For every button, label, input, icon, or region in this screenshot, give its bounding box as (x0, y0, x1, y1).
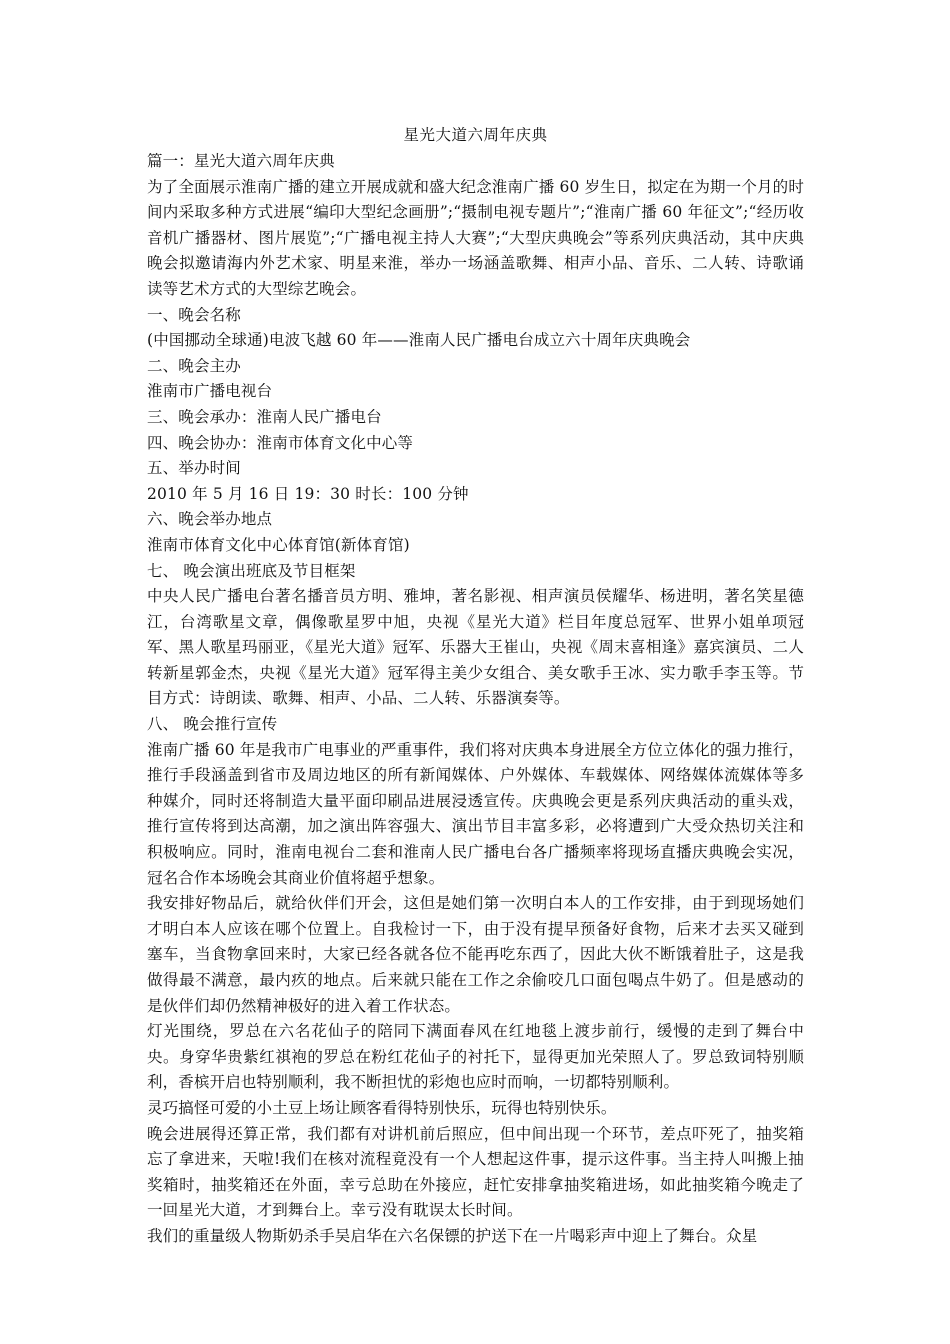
section-heading: 二、晚会主办 (147, 356, 241, 375)
document-page (147, 124, 804, 1250)
body-paragraph: 淮南市广播电视台 (147, 382, 273, 401)
section-heading: 五、举办时间 (147, 459, 241, 478)
section-heading: 六、晚会举办地点 (147, 510, 273, 529)
body-paragraph: 淮南广播 60 年是我市广电事业的严重事件，我们将对庆典本身进展全方位立体化的强力推行，推行手段涵盖到省市及周边地区的所有新闻媒体、户外媒体、车载媒体、网络媒体流媒体等多种媒介，同时还将制造大量平面印刷品进展浸透宣传。庆典晚会更是系列庆典活动的重头戏，推行宣传将到达高潮，加之演出阵容强大、演出节目丰富多彩，必将遭到广大受众热切关注和积极响应。同时，淮南电视台二套和淮南人民广播电台各广播频率将现场直播庆典晚会实况，冠名合作本场晚会其商业价值将超乎想象。 (147, 740, 804, 887)
body-paragraph: 灵巧搞怪可爱的小土豆上场让顾客看得特别快乐，玩得也特别快乐。 (147, 1098, 617, 1117)
body-paragraph: 晚会进展得还算正常，我们都有对讲机前后照应，但中间出现一个环节，差点吓死了，抽奖箱忘了拿进来，天啦!我们在核对流程竟没有一个人想起这件事，提示这件事。当主持人叫搬上抽奖箱时，抽奖箱还在外面，幸亏总助在外接应，赶忙安排拿抽奖箱进场，如此抽奖箱今晚走了一回星光大道，才到舞台上。幸亏没有耽误太长时间。 (147, 1124, 804, 1220)
body-paragraph: 中央人民广播电台著名播音员方明、雅坤，著名影视、相声演员侯耀华、杨进明，著名笑星德江，台湾歌星文章，偶像歌星罗中旭，央视《星光大道》栏目年度总冠军、世界小姐单项冠军、黑人歌星玛丽亚，《星光大道》冠军、乐器大王崔山，央视《周末喜相逢》嘉宾演员、二人转新星郭金杰，央视《星光大道》冠军得主美少女组合、美女歌手王冰、实力歌手李玉等。节目方式：诗朗读、歌舞、相声、小品、二人转、乐器演奏等。 (147, 587, 804, 708)
section-heading: 四、晚会协办：淮南市体育文化中心等 (147, 433, 414, 452)
body-paragraph: (中国挪动全球通)电波飞越 60 年——淮南人民广播电台成立六十周年庆典晚会 (147, 331, 691, 350)
section-heading: 七、 晚会演出班底及节目框架 (147, 561, 356, 580)
body-paragraph: 我们的重量级人物斯奶杀手吴启华在六名保镖的护送下在一片喝彩声中迎上了舞台。众星 (147, 1226, 758, 1245)
document-title: 星光大道六周年庆典 (403, 126, 548, 144)
section-heading: 八、 晚会推行宣传 (147, 715, 278, 734)
section-heading: 三、晚会承办：淮南人民广播电台 (147, 407, 382, 426)
section-heading: 篇一：星光大道六周年庆典 (147, 152, 335, 170)
body-paragraph: 灯光围绕，罗总在六名花仙子的陪同下满面春风在红地毯上渡步前行，缓慢的走到了舞台中央。身穿华贵紫红祺袍的罗总在粉红花仙子的衬托下，显得更加光荣照人了。罗总致词特别顺利，香槟开启也特别顺利，我不断担忧的彩炮也应时而响，一切都特别顺利。 (147, 1022, 804, 1092)
body-paragraph: 2010 年 5 月 16 日 19：30 时长：100 分钟 (147, 484, 469, 503)
body-paragraph: 我安排好物品后，就给伙伴们开会，这但是她们第一次明白本人的工作安排，由于到现场她们才明白本人应该在哪个位置上。自我检讨一下，由于没有提早预备好食物，后来才去买又碰到塞车，当食物拿回来时，大家已经各就各位不能再吃东西了，因此大伙不断饿着肚子，这是我做得最不满意，最内疚的地点。后来就只能在工作之余偷咬几口面包喝点牛奶了。但是感动的是伙伴们却仍然精神极好的进入着工作状态。 (147, 894, 804, 1015)
body-paragraph: 为了全面展示淮南广播的建立开展成就和盛大纪念淮南广播 60 岁生日，拟定在为期一个月的时间内采取多种方式进展“编印大型纪念画册”;“摄制电视专题片”;“淮南广播 60 年征文”;“经历收音机广播器材、图片展览”;“广播电视主持人大赛”;“大型庆典晚会”等系列庆典活动，其中庆典晚会拟邀请海内外艺术家、明星来淮，举办一场涵盖歌舞、相声小品、音乐、二人转、诗歌诵读等艺术方式的大型综艺晚会。 (147, 177, 804, 298)
body-paragraph: 淮南市体育文化中心体育馆(新体育馆) (147, 535, 410, 554)
section-heading: 一、晚会名称 (147, 305, 241, 324)
